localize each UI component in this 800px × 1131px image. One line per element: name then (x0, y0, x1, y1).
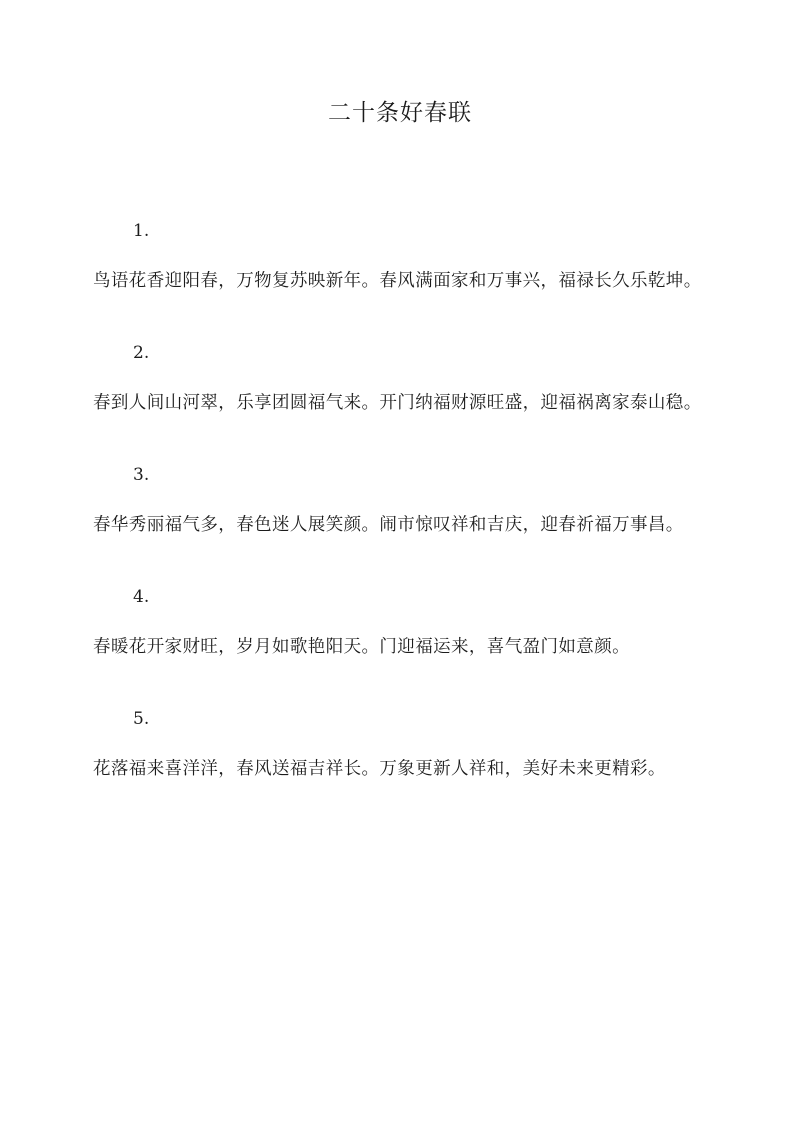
couplet-entry-2 (93, 334, 713, 425)
entry-text: 花落福来喜洋洋，春风送福吉祥长。万象更新人祥和，美好未来更精彩。 (93, 759, 666, 779)
entry-text: 春到人间山河翠，乐享团圆福气来。开门纳福财源旺盛，迎福祸离家泰山稳。 (93, 393, 702, 413)
entry-text: 春暖花开家财旺，岁月如歌艳阳天。门迎福运来，喜气盈门如意颜。 (93, 637, 630, 657)
couplet-entry-4 (93, 578, 713, 669)
document-title: 二十条好春联 (328, 100, 472, 126)
entry-number: 3. (133, 465, 150, 485)
entry-number: 2. (133, 343, 150, 363)
entry-number: 5. (133, 709, 150, 729)
entry-text: 春华秀丽福气多，春色迷人展笑颜。闹市惊叹祥和吉庆，迎春祈福万事昌。 (93, 515, 684, 535)
entry-number: 1. (133, 221, 150, 241)
couplet-entry-5 (93, 700, 713, 791)
entry-number: 4. (133, 587, 150, 607)
couplet-entry-1 (93, 212, 713, 303)
couplet-list (93, 212, 713, 822)
entry-text: 鸟语花香迎阳春，万物复苏映新年。春风满面家和万事兴，福禄长久乐乾坤。 (93, 271, 702, 291)
couplet-entry-3 (93, 456, 713, 547)
